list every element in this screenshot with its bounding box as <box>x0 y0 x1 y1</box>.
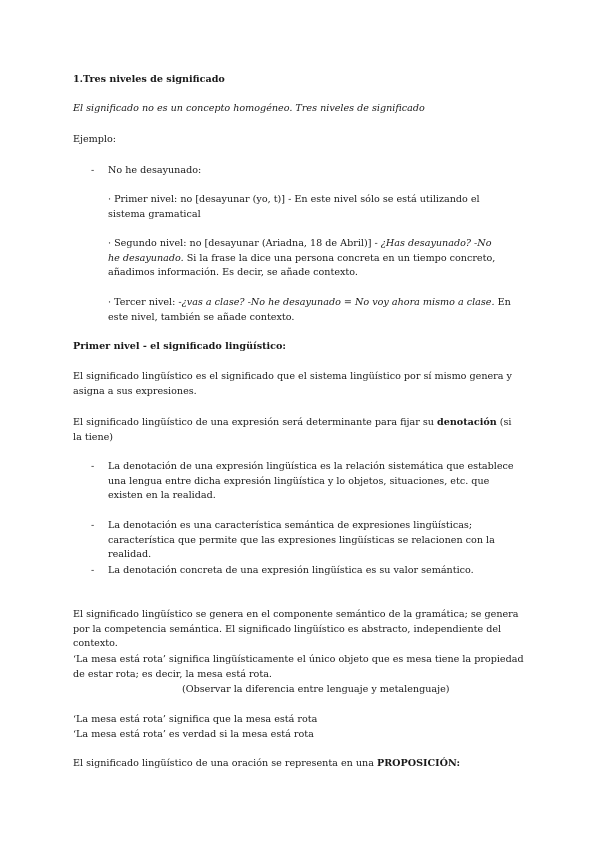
example-sentence: No he desayunado: <box>108 165 202 176</box>
level-2-b: ¿Has desayunado? -No he desayunado. <box>108 238 492 264</box>
paragraph-3: El significado lingüístico se genera en el componente semántico de la gramática; se genera por la competencia semántica. El significado lingüístico es abstracto, independiente del contexto. <box>73 609 519 650</box>
paragraph-2 <box>73 416 518 445</box>
section-heading-2: Primer nivel - el significado lingüístico: <box>73 341 286 352</box>
example-line-1: ‘La mesa está rota’ significa que la mesa está rota <box>73 714 318 725</box>
bullet-1: La denotación de una expresión lingüística es la relación sistemática que establece una lengua entre dicha expresión lingüística y lo objetos, situaciones, etc. que existen en la realidad. <box>108 461 514 502</box>
dash-bullet: - <box>91 565 95 576</box>
paragraph-5 <box>73 757 533 772</box>
paragraph-1: El significado lingüístico es el significado que el sistema lingüístico por sí mismo genera y asigna a sus expresiones. <box>73 371 512 397</box>
level-2-c: Si la frase la dice una persona concreta en un tiempo concreto, añadimos información. Es decir, se añade contexto. <box>108 252 496 279</box>
level-3-a: · Tercer nivel: - <box>108 297 182 308</box>
level-3-b: ¿vas a clase? -No he desayunado <box>181 297 341 308</box>
level-3-c: = <box>340 297 356 308</box>
level-2-a: · Segundo nivel: no [desayunar (Ariadna, 18 de Abril)] - <box>108 238 381 249</box>
paragraph-5-b: PROPOSICIÓN: <box>377 758 460 769</box>
dash-bullet: - <box>91 520 95 531</box>
dash-bullet: - <box>91 165 95 176</box>
paragraph-2-a: El significado lingüístico de una expresión será determinante para fijar su <box>73 417 438 428</box>
bullet-2: La denotación es una característica semántica de expresiones lingüísticas; característica que permite que las expresiones lingüísticas se relacionen con la realidad. <box>108 520 495 561</box>
level-3-d: No voy ahora mismo a clase. <box>355 297 495 308</box>
example-line-2: ‘La mesa está rota’ es verdad si la mesa está rota <box>73 729 314 740</box>
example-label: Ejemplo: <box>73 134 116 145</box>
subtitle: El significado no es un concepto homogéneo. Tres niveles de significado <box>73 103 425 114</box>
level-2-paragraph <box>108 237 498 281</box>
paragraph-2-b: denotación <box>437 417 497 428</box>
paragraph-4: ‘La mesa está rota’ significa lingüísticamente el único objeto que es mesa tiene la propiedad de estar rota; es decir, la mesa está rota. <box>73 654 524 680</box>
level-3-e: En este nivel, también se añade contexto. <box>108 297 511 323</box>
level-1-text: · Primer nivel: no [desayunar (yo, t)] - En este nivel sólo se está utilizando el sistema gramatical <box>108 194 480 220</box>
level-1-paragraph <box>108 193 488 222</box>
note-centered: (Observar la diferencia entre lenguaje y metalenguaje) <box>182 684 450 695</box>
bullet-3: La denotación concreta de una expresión lingüística es su valor semántico. <box>108 565 474 576</box>
level-3-paragraph <box>108 296 513 325</box>
dash-bullet: - <box>91 461 95 472</box>
paragraph-5-a: El significado lingüístico de una oración se representa en una <box>73 758 377 769</box>
paragraph-2-c: (si la tiene) <box>73 417 512 443</box>
section-heading-1: 1.Tres niveles de significado <box>73 74 225 85</box>
